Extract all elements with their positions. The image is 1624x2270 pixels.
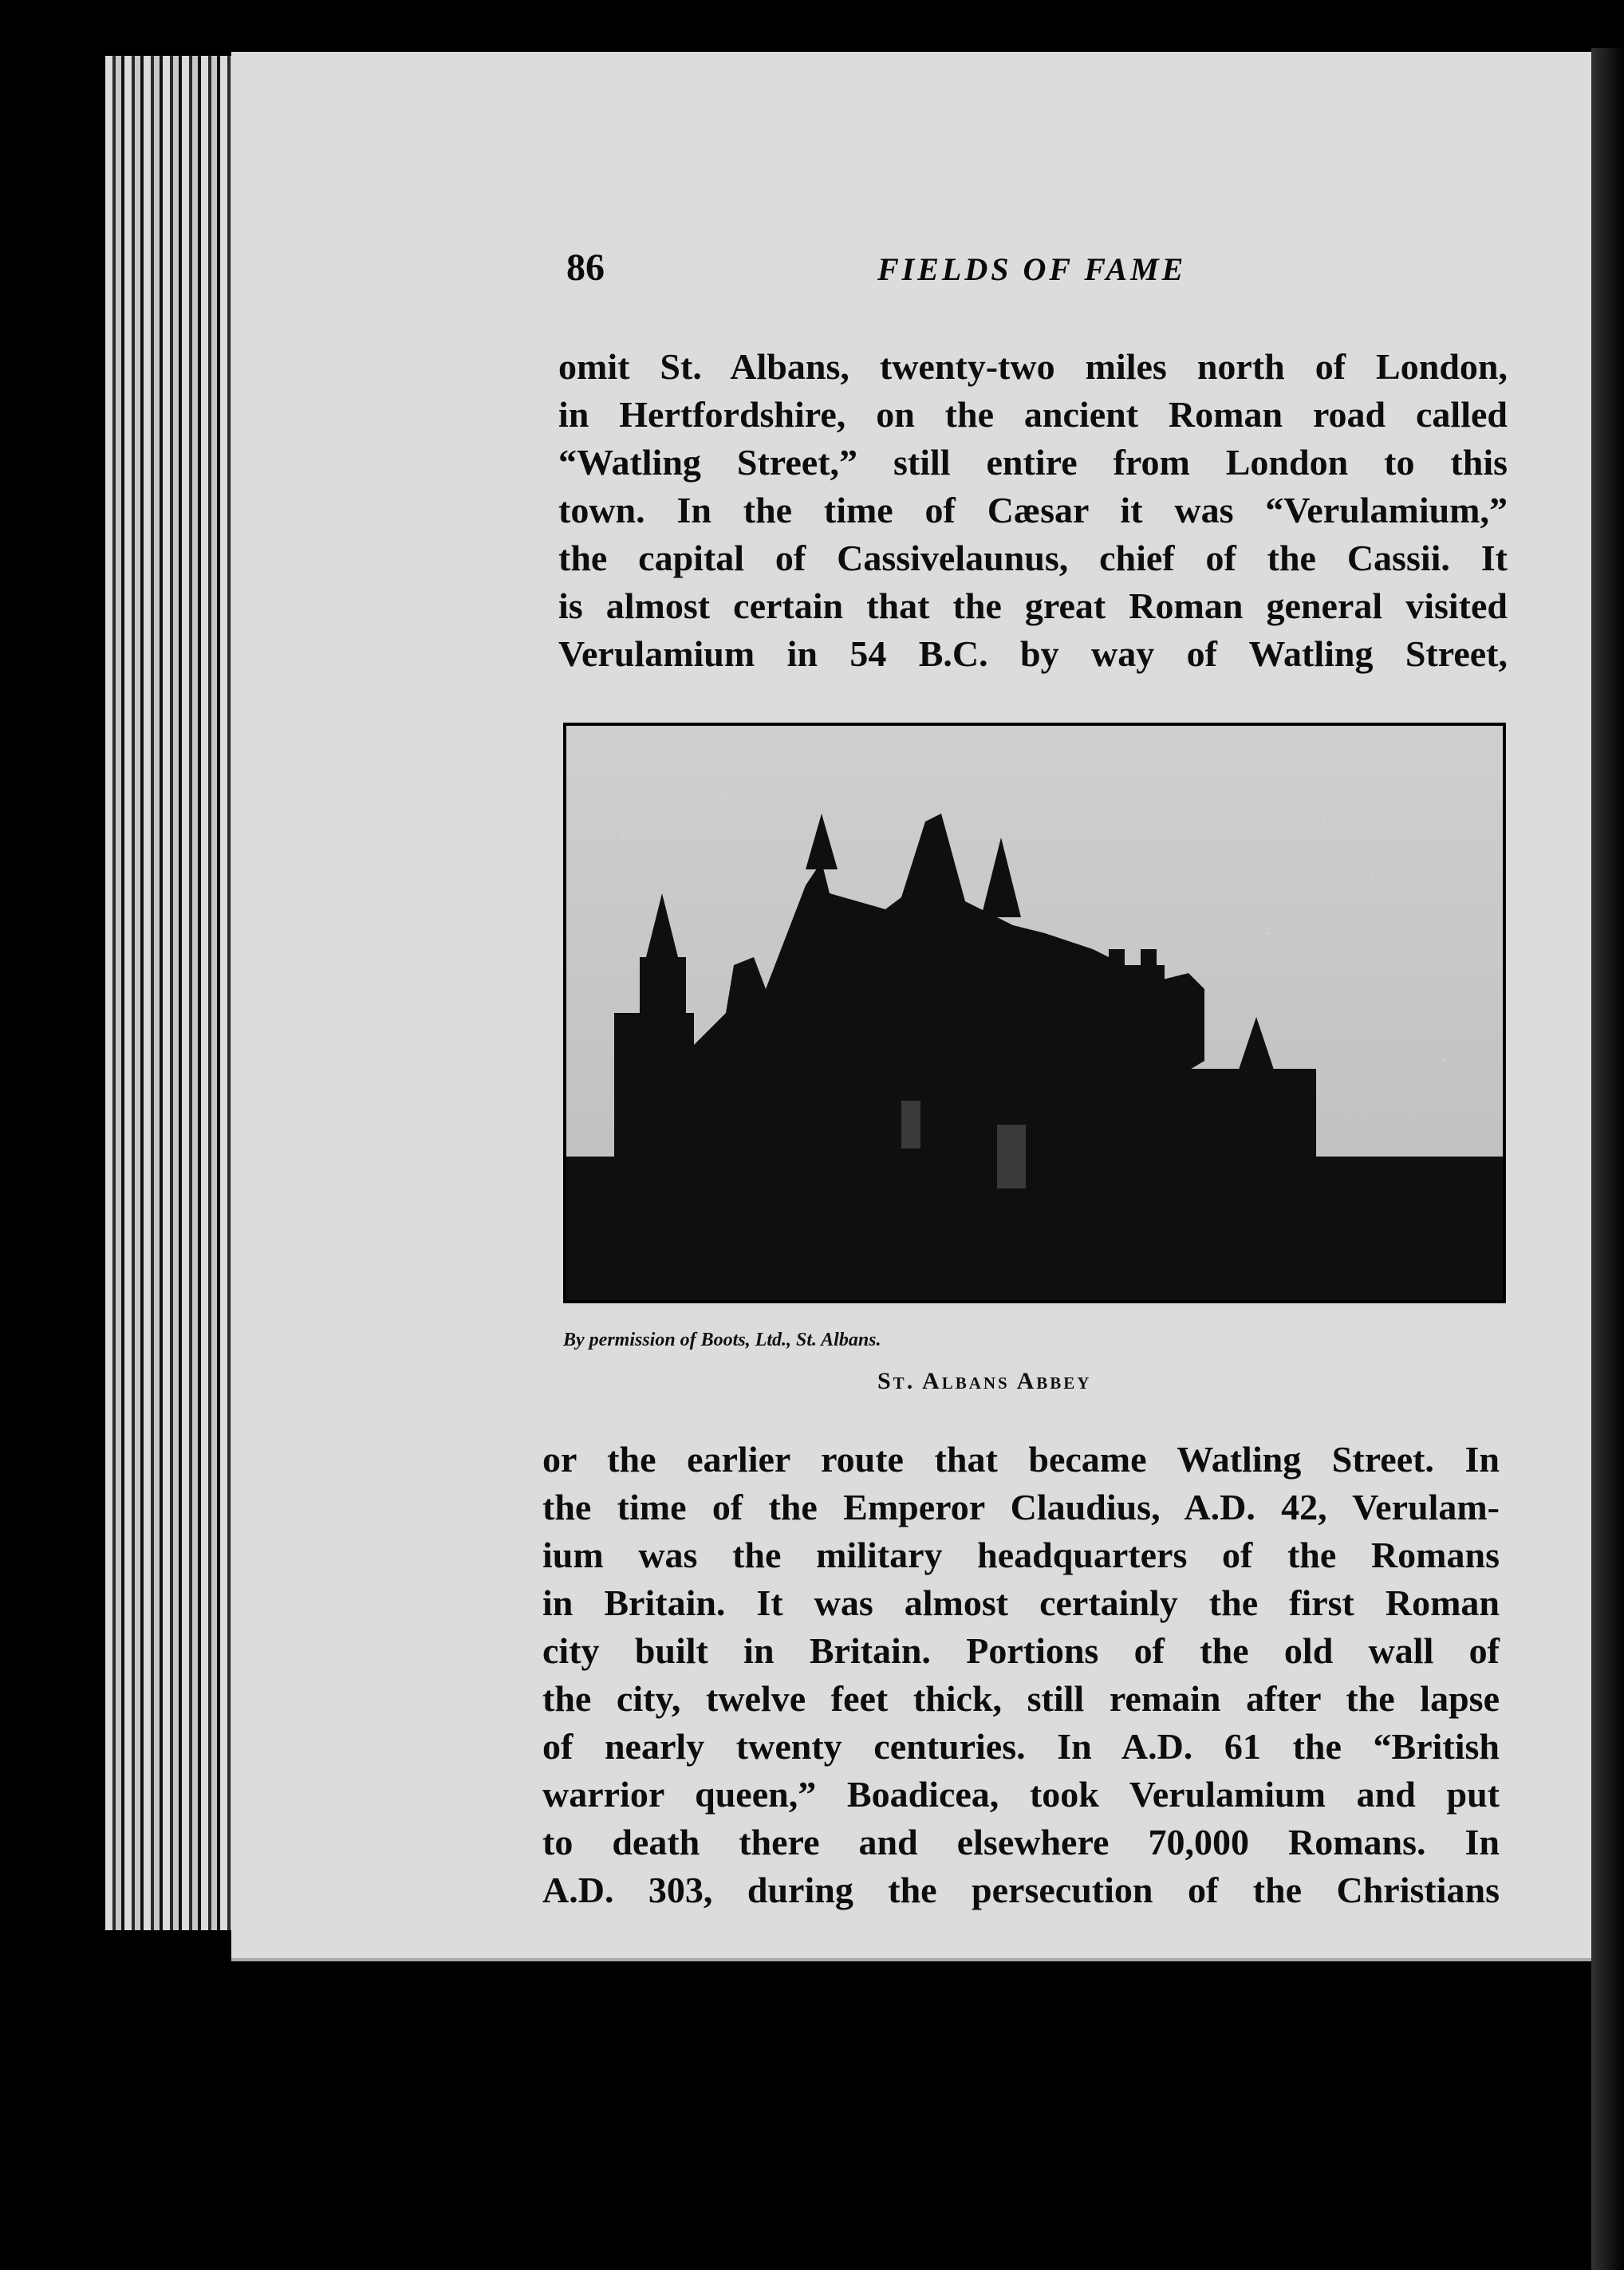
text-line: “Watling Street,” still entire from London to this [558,442,1508,483]
text-line: to death there and elsewhere 70,000 Romans. In [542,1822,1500,1862]
text-line: or the earlier route that became Watling Street. In [542,1439,1500,1480]
text-line: in Hertfordshire, on the ancient Roman road called [558,394,1508,435]
text-line: is almost certain that the great Roman general visited [558,585,1508,626]
page-number: 86 [566,246,605,289]
text-line: ium was the military headquarters of the Romans [542,1535,1500,1575]
text-line: city built in Britain. Portions of the old wall of [542,1630,1500,1671]
text-line: the time of the Emperor Claudius, A.D. 42, Verulam- [542,1487,1500,1527]
text-line: the city, twelve feet thick, still remain after the lapse [542,1678,1500,1719]
page-gutter-shadow [1591,48,1624,2270]
text-line: in Britain. It was almost certainly the first Roman [542,1582,1500,1623]
text-line: omit St. Albans, twenty-two miles north of London, [558,346,1508,387]
text-line: town. In the time of Cæsar it was “Verulamium,” [558,490,1508,530]
abbey-photograph [563,723,1506,1303]
text-line: warrior queen,” Boadicea, took Verulamium and put [542,1774,1500,1815]
text-line: the capital of Cassivelaunus, chief of the Cassii. It [558,538,1508,578]
running-title: FIELDS OF FAME [877,251,1187,287]
paragraph-top [558,343,1508,678]
figure-caption: St. Albans Abbey [877,1368,1092,1394]
text-line: Verulamium in 54 B.C. by way of Watling Street, [558,633,1508,674]
paragraph-bottom [542,1436,1500,1914]
page-header [566,246,1523,294]
text-line: of nearly twenty centuries. In A.D. 61 the “British [542,1726,1500,1767]
photo-credit: By permission of Boots, Ltd., St. Albans. [563,1330,881,1350]
text-line: A.D. 303, during the persecution of the Christians [542,1870,1500,1910]
